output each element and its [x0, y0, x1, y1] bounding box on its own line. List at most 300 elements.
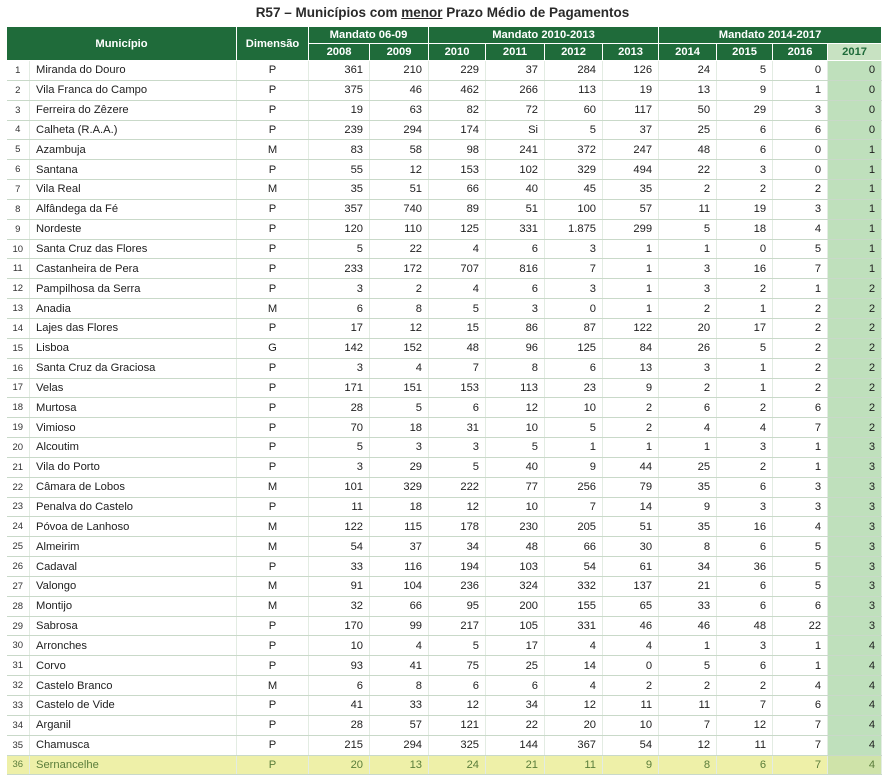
rank-cell: 30: [7, 636, 30, 656]
value-cell: 1: [717, 358, 773, 378]
value-cell: 18: [717, 219, 773, 239]
value-cell: 2: [603, 398, 659, 418]
value-cell: 36: [717, 557, 773, 577]
dimensao-cell: M: [237, 477, 309, 497]
table-row: [7, 80, 882, 100]
value-cell: 66: [545, 537, 603, 557]
value-cell: 8: [659, 537, 717, 557]
table-row: [7, 576, 882, 596]
value-cell: 1: [717, 299, 773, 319]
value-cell: 25: [486, 656, 545, 676]
table-row: [7, 219, 882, 239]
value-cell: 10: [486, 497, 545, 517]
value-cell: 2: [659, 378, 717, 398]
table-row: [7, 259, 882, 279]
dimensao-cell: M: [237, 537, 309, 557]
value-cell: 35: [659, 477, 717, 497]
value-cell: 24: [659, 61, 717, 81]
value-cell: 5: [309, 438, 370, 458]
value-cell: 110: [370, 219, 429, 239]
rank-cell: 36: [7, 755, 30, 775]
value-cell: 172: [370, 259, 429, 279]
value-cell: 0: [545, 299, 603, 319]
value-cell: 5: [659, 656, 717, 676]
header-mandato-06-09: Mandato 06-09: [309, 27, 429, 44]
rank-cell: 9: [7, 219, 30, 239]
value-cell: 22: [773, 616, 828, 636]
value-cell: 98: [429, 140, 486, 160]
value-cell: 12: [429, 696, 486, 716]
value-cell: 3: [717, 438, 773, 458]
value-cell-2017: 2: [828, 378, 882, 398]
value-cell: 2: [717, 457, 773, 477]
table-row: [7, 438, 882, 458]
value-cell: 6: [717, 656, 773, 676]
value-cell: 2: [717, 398, 773, 418]
value-cell: 83: [309, 140, 370, 160]
table-row: [7, 715, 882, 735]
value-cell: 375: [309, 80, 370, 100]
value-cell-2017: 1: [828, 140, 882, 160]
value-cell: 35: [309, 180, 370, 200]
table-row: [7, 358, 882, 378]
value-cell: 1: [773, 80, 828, 100]
dimensao-cell: P: [237, 636, 309, 656]
value-cell: 3: [370, 438, 429, 458]
value-cell: 0: [773, 61, 828, 81]
municipio-cell: Alfândega da Fé: [30, 199, 237, 219]
dimensao-cell: M: [237, 596, 309, 616]
value-cell: 11: [545, 755, 603, 775]
value-cell: 122: [603, 318, 659, 338]
value-cell: 7: [545, 497, 603, 517]
value-cell-2017: 1: [828, 180, 882, 200]
header-year: 2010: [429, 44, 486, 61]
value-cell: 2: [370, 279, 429, 299]
rank-cell: 19: [7, 418, 30, 438]
value-cell: 1.875: [545, 219, 603, 239]
table-row: [7, 517, 882, 537]
value-cell: 6: [717, 477, 773, 497]
payments-table: [6, 26, 882, 775]
value-cell: 9: [603, 378, 659, 398]
value-cell: 170: [309, 616, 370, 636]
value-cell: 230: [486, 517, 545, 537]
value-cell: 46: [370, 80, 429, 100]
value-cell: 8: [370, 299, 429, 319]
value-cell: 2: [717, 676, 773, 696]
value-cell-2017: 3: [828, 497, 882, 517]
value-cell: 95: [429, 596, 486, 616]
municipio-cell: Calheta (R.A.A.): [30, 120, 237, 140]
value-cell: 48: [717, 616, 773, 636]
value-cell: 11: [659, 199, 717, 219]
rank-cell: 33: [7, 696, 30, 716]
municipio-cell: Almeirim: [30, 537, 237, 557]
header-year-2017: 2017: [828, 44, 882, 61]
value-cell: 205: [545, 517, 603, 537]
value-cell: 151: [370, 378, 429, 398]
value-cell: 50: [659, 100, 717, 120]
value-cell: 25: [659, 120, 717, 140]
value-cell: 10: [309, 636, 370, 656]
rank-cell: 1: [7, 61, 30, 81]
value-cell: 6: [309, 676, 370, 696]
value-cell: 46: [659, 616, 717, 636]
value-cell: 34: [659, 557, 717, 577]
value-cell: 2: [659, 299, 717, 319]
value-cell: 29: [370, 457, 429, 477]
value-cell-2017: 1: [828, 160, 882, 180]
value-cell: 137: [603, 576, 659, 596]
value-cell: 30: [603, 537, 659, 557]
value-cell: 37: [603, 120, 659, 140]
value-cell: 12: [717, 715, 773, 735]
value-cell: 5: [309, 239, 370, 259]
table-row: [7, 596, 882, 616]
value-cell: 6: [717, 596, 773, 616]
value-cell: 45: [545, 180, 603, 200]
value-cell: 99: [370, 616, 429, 636]
table-row: [7, 239, 882, 259]
header-municipio: Município: [7, 27, 237, 61]
value-cell: 51: [603, 517, 659, 537]
dimensao-cell: P: [237, 438, 309, 458]
value-cell: 102: [486, 160, 545, 180]
value-cell: 4: [545, 636, 603, 656]
rank-cell: 27: [7, 576, 30, 596]
value-cell: 325: [429, 735, 486, 755]
value-cell: 1: [603, 299, 659, 319]
value-cell: 222: [429, 477, 486, 497]
value-cell: 54: [545, 557, 603, 577]
table-header: [7, 27, 882, 61]
value-cell: 5: [486, 438, 545, 458]
value-cell: 37: [370, 537, 429, 557]
value-cell: 51: [370, 180, 429, 200]
value-cell: 26: [659, 338, 717, 358]
value-cell: 33: [659, 596, 717, 616]
value-cell: 55: [309, 160, 370, 180]
value-cell: 0: [603, 656, 659, 676]
value-cell-2017: 4: [828, 656, 882, 676]
value-cell: 11: [659, 696, 717, 716]
table-row: [7, 636, 882, 656]
value-cell-2017: 1: [828, 239, 882, 259]
value-cell: 61: [603, 557, 659, 577]
value-cell: 87: [545, 318, 603, 338]
dimensao-cell: P: [237, 755, 309, 775]
value-cell-2017: 3: [828, 457, 882, 477]
municipio-cell: Castanheira de Pera: [30, 259, 237, 279]
dimensao-cell: M: [237, 180, 309, 200]
value-cell: 3: [309, 279, 370, 299]
rank-cell: 7: [7, 180, 30, 200]
value-cell: 5: [429, 299, 486, 319]
value-cell-2017: 2: [828, 418, 882, 438]
value-cell: 12: [370, 318, 429, 338]
value-cell: 3: [545, 239, 603, 259]
value-cell-2017: 2: [828, 358, 882, 378]
dimensao-cell: P: [237, 199, 309, 219]
value-cell: 37: [486, 61, 545, 81]
value-cell: 4: [773, 219, 828, 239]
value-cell: 19: [603, 80, 659, 100]
rank-cell: 6: [7, 160, 30, 180]
value-cell: 93: [309, 656, 370, 676]
value-cell: 5: [545, 120, 603, 140]
municipio-cell: Arronches: [30, 636, 237, 656]
municipio-cell: Velas: [30, 378, 237, 398]
value-cell: 361: [309, 61, 370, 81]
value-cell: 0: [773, 160, 828, 180]
value-cell: 70: [309, 418, 370, 438]
value-cell: 1: [773, 279, 828, 299]
value-cell: 8: [370, 676, 429, 696]
table-row: [7, 497, 882, 517]
rank-cell: 21: [7, 457, 30, 477]
value-cell: 54: [309, 537, 370, 557]
value-cell: 2: [717, 279, 773, 299]
value-cell: 31: [429, 418, 486, 438]
value-cell: 21: [486, 755, 545, 775]
value-cell: 60: [545, 100, 603, 120]
value-cell: 357: [309, 199, 370, 219]
value-cell: 34: [486, 696, 545, 716]
value-cell: 65: [603, 596, 659, 616]
rank-cell: 25: [7, 537, 30, 557]
value-cell: 16: [717, 517, 773, 537]
value-cell: 153: [429, 160, 486, 180]
rank-cell: 10: [7, 239, 30, 259]
value-cell: 29: [717, 100, 773, 120]
value-cell: 17: [486, 636, 545, 656]
rank-cell: 23: [7, 497, 30, 517]
value-cell: 11: [603, 696, 659, 716]
dimensao-cell: P: [237, 358, 309, 378]
municipio-cell: Murtosa: [30, 398, 237, 418]
value-cell: 0: [717, 239, 773, 259]
value-cell-2017: 1: [828, 219, 882, 239]
value-cell: 2: [773, 338, 828, 358]
value-cell: 32: [309, 596, 370, 616]
value-cell: 9: [717, 80, 773, 100]
value-cell: 113: [486, 378, 545, 398]
value-cell-2017: 4: [828, 696, 882, 716]
value-cell: 104: [370, 576, 429, 596]
municipio-cell: Montijo: [30, 596, 237, 616]
dimensao-cell: P: [237, 219, 309, 239]
value-cell: 41: [309, 696, 370, 716]
value-cell-2017: 3: [828, 537, 882, 557]
municipio-cell: Corvo: [30, 656, 237, 676]
value-cell-2017: 3: [828, 477, 882, 497]
title-underlined-word: menor: [401, 5, 443, 20]
value-cell: 155: [545, 596, 603, 616]
value-cell: 1: [773, 457, 828, 477]
value-cell: 6: [486, 239, 545, 259]
value-cell: 6: [309, 299, 370, 319]
value-cell: 9: [545, 457, 603, 477]
value-cell: 3: [309, 358, 370, 378]
value-cell-2017: 4: [828, 755, 882, 775]
value-cell: 3: [486, 299, 545, 319]
value-cell-2017: 4: [828, 715, 882, 735]
municipio-cell: Sabrosa: [30, 616, 237, 636]
table-row: [7, 676, 882, 696]
value-cell: 9: [603, 755, 659, 775]
value-cell: 19: [717, 199, 773, 219]
value-cell: 41: [370, 656, 429, 676]
value-cell: 21: [659, 576, 717, 596]
value-cell: 101: [309, 477, 370, 497]
municipio-cell: Vila Real: [30, 180, 237, 200]
dimensao-cell: P: [237, 378, 309, 398]
header-year: 2012: [545, 44, 603, 61]
municipio-cell: Vila Franca do Campo: [30, 80, 237, 100]
value-cell: 35: [603, 180, 659, 200]
value-cell: 6: [773, 696, 828, 716]
value-cell-2017: 3: [828, 517, 882, 537]
table-row: [7, 180, 882, 200]
value-cell: 2: [717, 180, 773, 200]
value-cell: 2: [773, 378, 828, 398]
value-cell: 1: [603, 259, 659, 279]
value-cell: 82: [429, 100, 486, 120]
value-cell: 0: [773, 140, 828, 160]
value-cell: 6: [717, 576, 773, 596]
municipio-cell: Lajes das Flores: [30, 318, 237, 338]
value-cell-2017: 3: [828, 596, 882, 616]
header-mandato-2010-2013: Mandato 2010-2013: [429, 27, 659, 44]
header-mandato-2014-2017: Mandato 2014-2017: [659, 27, 882, 44]
value-cell: 329: [370, 477, 429, 497]
value-cell: 3: [773, 497, 828, 517]
value-cell-2017: 4: [828, 636, 882, 656]
value-cell: 14: [545, 656, 603, 676]
rank-cell: 29: [7, 616, 30, 636]
rank-cell: 16: [7, 358, 30, 378]
value-cell: 113: [545, 80, 603, 100]
value-cell: 6: [717, 755, 773, 775]
value-cell: 6: [717, 120, 773, 140]
rank-cell: 35: [7, 735, 30, 755]
value-cell: 200: [486, 596, 545, 616]
value-cell: 266: [486, 80, 545, 100]
value-cell: 126: [603, 61, 659, 81]
value-cell: 494: [603, 160, 659, 180]
value-cell: 6: [659, 398, 717, 418]
table-row: [7, 279, 882, 299]
dimensao-cell: P: [237, 696, 309, 716]
table-row: [7, 318, 882, 338]
value-cell: 18: [370, 497, 429, 517]
value-cell: 152: [370, 338, 429, 358]
rank-cell: 31: [7, 656, 30, 676]
rank-cell: 15: [7, 338, 30, 358]
municipio-cell: Alcoutim: [30, 438, 237, 458]
value-cell-2017: 4: [828, 735, 882, 755]
value-cell: 22: [370, 239, 429, 259]
rank-cell: 13: [7, 299, 30, 319]
value-cell: 4: [370, 358, 429, 378]
table-row: [7, 418, 882, 438]
header-year: 2008: [309, 44, 370, 61]
rank-cell: 3: [7, 100, 30, 120]
value-cell: 22: [659, 160, 717, 180]
value-cell: 10: [486, 418, 545, 438]
value-cell: 239: [309, 120, 370, 140]
value-cell: 20: [659, 318, 717, 338]
value-cell: 324: [486, 576, 545, 596]
dimensao-cell: P: [237, 259, 309, 279]
municipio-cell: Valongo: [30, 576, 237, 596]
municipio-cell: Chamusca: [30, 735, 237, 755]
value-cell: 7: [773, 259, 828, 279]
value-cell: 23: [545, 378, 603, 398]
value-cell: 5: [717, 338, 773, 358]
value-cell-2017: 0: [828, 80, 882, 100]
header-year: 2015: [717, 44, 773, 61]
value-cell: 116: [370, 557, 429, 577]
value-cell: 57: [370, 715, 429, 735]
value-cell: 2: [603, 418, 659, 438]
value-cell: 48: [429, 338, 486, 358]
municipio-cell: Nordeste: [30, 219, 237, 239]
value-cell: 233: [309, 259, 370, 279]
value-cell: 3: [659, 259, 717, 279]
table-row: [7, 100, 882, 120]
municipio-cell: Castelo Branco: [30, 676, 237, 696]
value-cell-2017: 1: [828, 199, 882, 219]
value-cell: 241: [486, 140, 545, 160]
value-cell: 86: [486, 318, 545, 338]
table-body: [7, 61, 882, 775]
value-cell: 1: [773, 438, 828, 458]
dimensao-cell: P: [237, 457, 309, 477]
value-cell: 210: [370, 61, 429, 81]
value-cell: 6: [429, 676, 486, 696]
table-row: [7, 696, 882, 716]
table-row: [7, 398, 882, 418]
value-cell: 5: [429, 636, 486, 656]
value-cell: 28: [309, 398, 370, 418]
municipio-cell: Lisboa: [30, 338, 237, 358]
value-cell: 1: [659, 438, 717, 458]
value-cell-2017: 2: [828, 338, 882, 358]
value-cell: 3: [773, 477, 828, 497]
value-cell: 12: [659, 735, 717, 755]
value-cell: 3: [717, 497, 773, 517]
value-cell: 46: [603, 616, 659, 636]
value-cell: 96: [486, 338, 545, 358]
value-cell: 144: [486, 735, 545, 755]
value-cell: 125: [545, 338, 603, 358]
dimensao-cell: M: [237, 299, 309, 319]
value-cell-2017: 3: [828, 557, 882, 577]
dimensao-cell: P: [237, 160, 309, 180]
value-cell: 17: [717, 318, 773, 338]
dimensao-cell: P: [237, 80, 309, 100]
value-cell: 2: [773, 358, 828, 378]
value-cell: 35: [659, 517, 717, 537]
value-cell: 75: [429, 656, 486, 676]
dimensao-cell: M: [237, 517, 309, 537]
rank-cell: 24: [7, 517, 30, 537]
table-row: [7, 477, 882, 497]
dimensao-cell: P: [237, 418, 309, 438]
value-cell: 6: [773, 596, 828, 616]
